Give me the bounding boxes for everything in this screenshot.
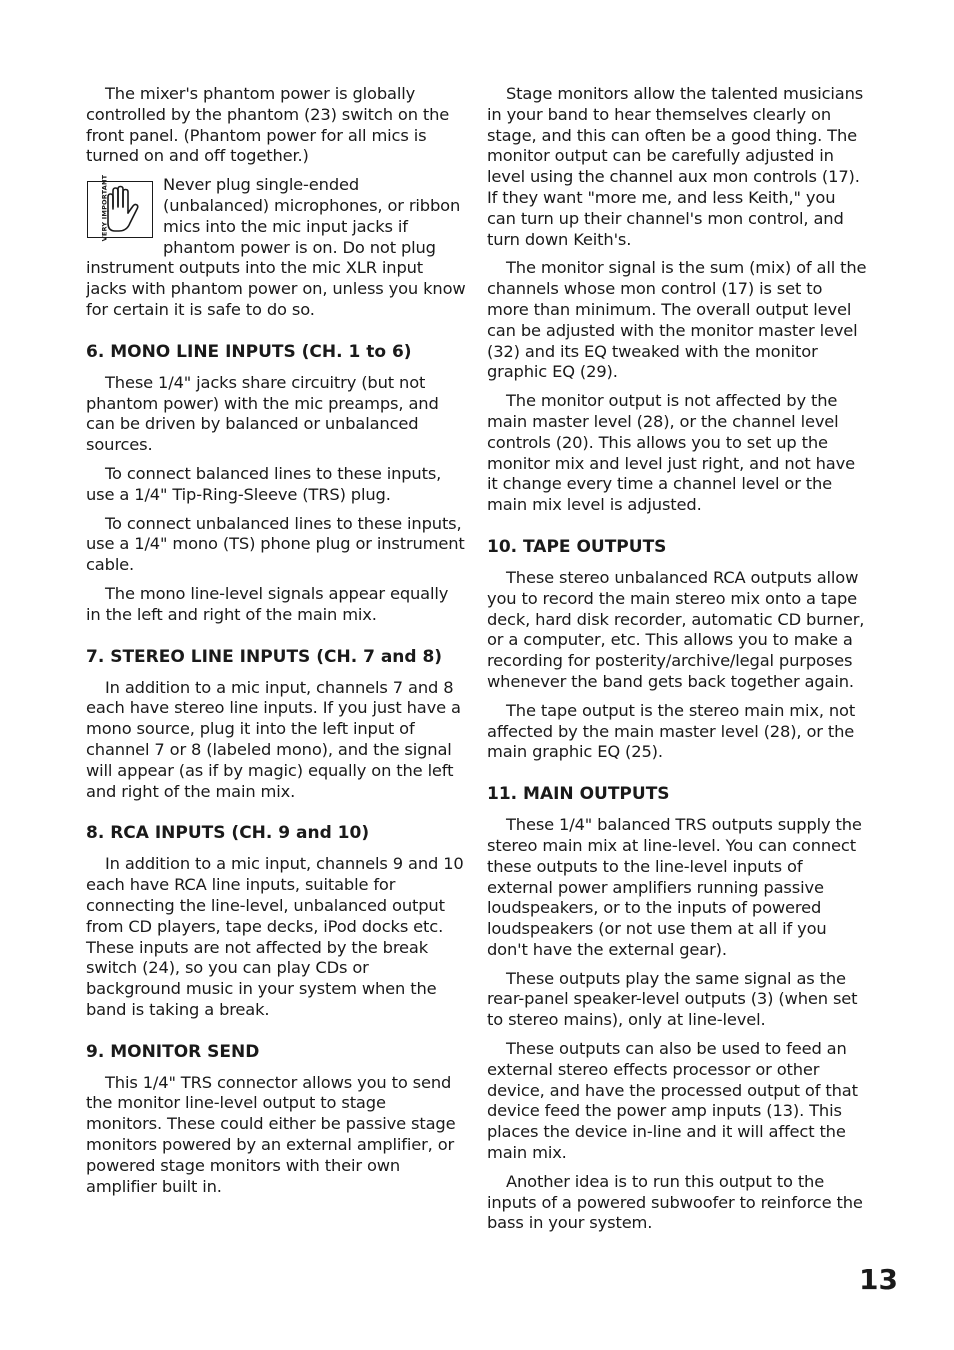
section-8-heading: 8. RCA INPUTS (CH. 9 and 10)	[86, 823, 370, 844]
section-7-paragraph-1: In addition to a mic input, channels 7 and 8 each have stereo line inputs. If you just have a mono source, plug it into the left input of channel 7 or 8 (labeled mono), and the signal will appear (as if by magic) equally on the left and right of the main mix.	[86, 677, 461, 801]
section-10-paragraph-1: These stereo unbalanced RCA outputs allow you to record the main stereo mix onto a tape deck, hard disk recorder, automatic CD burner, or a computer, etc. This allows you to make a recording for posterity/archive/legal purposes whenever the band gets back together again.	[487, 567, 865, 691]
phantom-power-paragraph: The mixer's phantom power is globally controlled by the phantom (23) switch on the front panel. (Phantom power for all mics is turned on and off together.)	[86, 84, 450, 166]
section-6-paragraph-1: These 1/4" jacks share circuitry (but not phantom power) with the mic preamps, and can be driven by balanced or unbalanced sources.	[86, 372, 439, 455]
left-column	[86, 84, 466, 1205]
section-6-paragraph-4: The mono line-level signals appear equally in the left and right of the main mix.	[86, 583, 449, 624]
section-6-paragraph-3: To connect unbalanced lines to these inputs, use a 1/4" mono (TS) phone plug or instrument cable.	[86, 513, 465, 575]
section-7-heading: 7. STEREO LINE INPUTS (CH. 7 and 8)	[86, 646, 443, 667]
section-6-paragraph-2: To connect balanced lines to these inputs, use a 1/4" Tip-Ring-Sleeve (TRS) plug.	[86, 463, 442, 504]
section-11-heading: 11. MAIN OUTPUTS	[487, 784, 670, 805]
monitor-paragraph-1: Stage monitors allow the talented musicians in your band to hear themselves clearly on stage, and this can often be a good thing. The monitor output can be carefully adjusted in level using the channel aux mon controls (17). If they want "more me, and less Keith," you can turn up their channel's mon control, and turn down Keith's.	[487, 84, 864, 249]
section-10-paragraph-2: The tape output is the stereo main mix, not affected by the main master level (28), or the main graphic EQ (25).	[487, 700, 856, 762]
warning-text: Never plug single-ended (unbalanced) microphones, or ribbon mics into the mic input jacks if phantom power is on. Do not plug instrument outputs into the mic XLR input jacks with phantom power on, unless you know for certain it is safe to do so.	[86, 175, 466, 319]
section-11-paragraph-1: These 1/4" balanced TRS outputs supply the stereo main mix at line-level. You can connect these outputs to the line-level inputs of external power amplifiers running passive loudspeakers, or to the inputs of powered loudspeakers (or not use them at all if you don't have the external gear).	[487, 815, 862, 959]
section-8-paragraph-1: In addition to a mic input, channels 9 and 10 each have RCA line inputs, suitable for connecting the line-level, unbalanced output from CD players, tape decks, iPod docks etc. These inputs are not affected by the break switch (24), so you can play CDs or background music in your system when the band is taking a break.	[86, 854, 464, 1019]
section-11-paragraph-4: Another idea is to run this output to the inputs of a powered subwoofer to reinforce the bass in your system.	[487, 1171, 863, 1233]
section-10-heading: 10. TAPE OUTPUTS	[487, 536, 667, 557]
very-important-label: VERY IMPORTANT	[100, 175, 109, 242]
section-9-paragraph-1: This 1/4" TRS connector allows you to send the monitor line-level output to stage monitors. These could either be passive stage monitors powered by an external amplifier, or powered stage monitors with their own amplifier built in.	[86, 1072, 456, 1196]
monitor-paragraph-2: The monitor signal is the sum (mix) of all the channels whose mon control (17) is set to more than minimum. The overall output level can be adjusted with the monitor master level (32) and its EQ tweaked with the monitor graphic EQ (29).	[487, 258, 867, 382]
page-number: 13	[859, 1263, 898, 1296]
hand-stop-icon	[87, 175, 153, 242]
right-column	[487, 84, 867, 1242]
section-11-paragraph-2: These outputs play the same signal as the rear-panel speaker-level outputs (3) (when set to stereo mains), only at line-level.	[487, 968, 858, 1030]
section-11-paragraph-3: These outputs can also be used to feed an external stereo effects processor or other device, and have the processed output of that device feed the power amp inputs (13). This places the device in-line and it will affect the main mix.	[487, 1039, 858, 1163]
warning-notice	[86, 175, 466, 321]
monitor-paragraph-3: The monitor output is not affected by the main master level (28), or the channel level controls (20). This allows you to set up the monitor mix and level just right, and not have it change every time a channel level or the main mix level is adjusted.	[487, 391, 855, 515]
section-9-heading: 9. MONITOR SEND	[86, 1041, 260, 1062]
section-6-heading: 6. MONO LINE INPUTS (CH. 1 to 6)	[86, 341, 412, 362]
